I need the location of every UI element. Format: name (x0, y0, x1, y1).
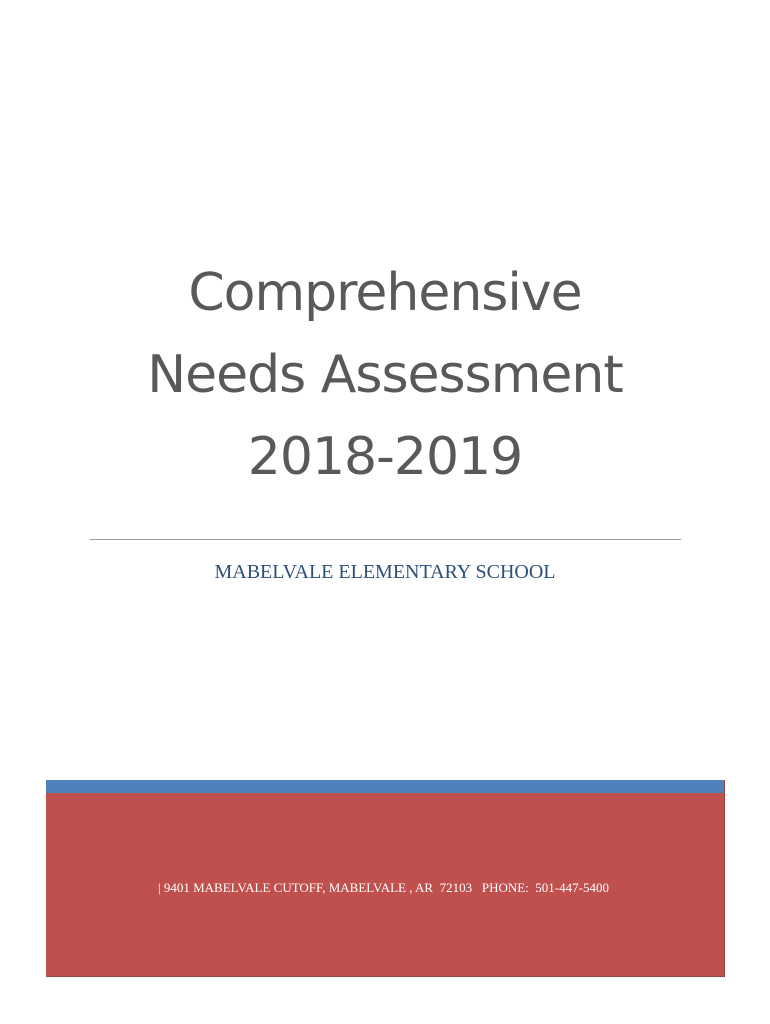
title-divider (90, 539, 681, 540)
school-name: MABELVALE ELEMENTARY SCHOOL (214, 561, 556, 583)
title-line-2: Needs Assessment (147, 345, 623, 405)
title-line-3: 2018-2019 (247, 427, 523, 487)
title-line-1: Comprehensive (188, 263, 582, 323)
document-title (0, 252, 770, 498)
footer-address: | 9401 MABELVALE CUTOFF, MABELVALE , AR 72103 PHONE: 501-447-5400 (158, 880, 609, 895)
footer-accent-stripe (46, 780, 724, 793)
footer-band (46, 780, 725, 977)
